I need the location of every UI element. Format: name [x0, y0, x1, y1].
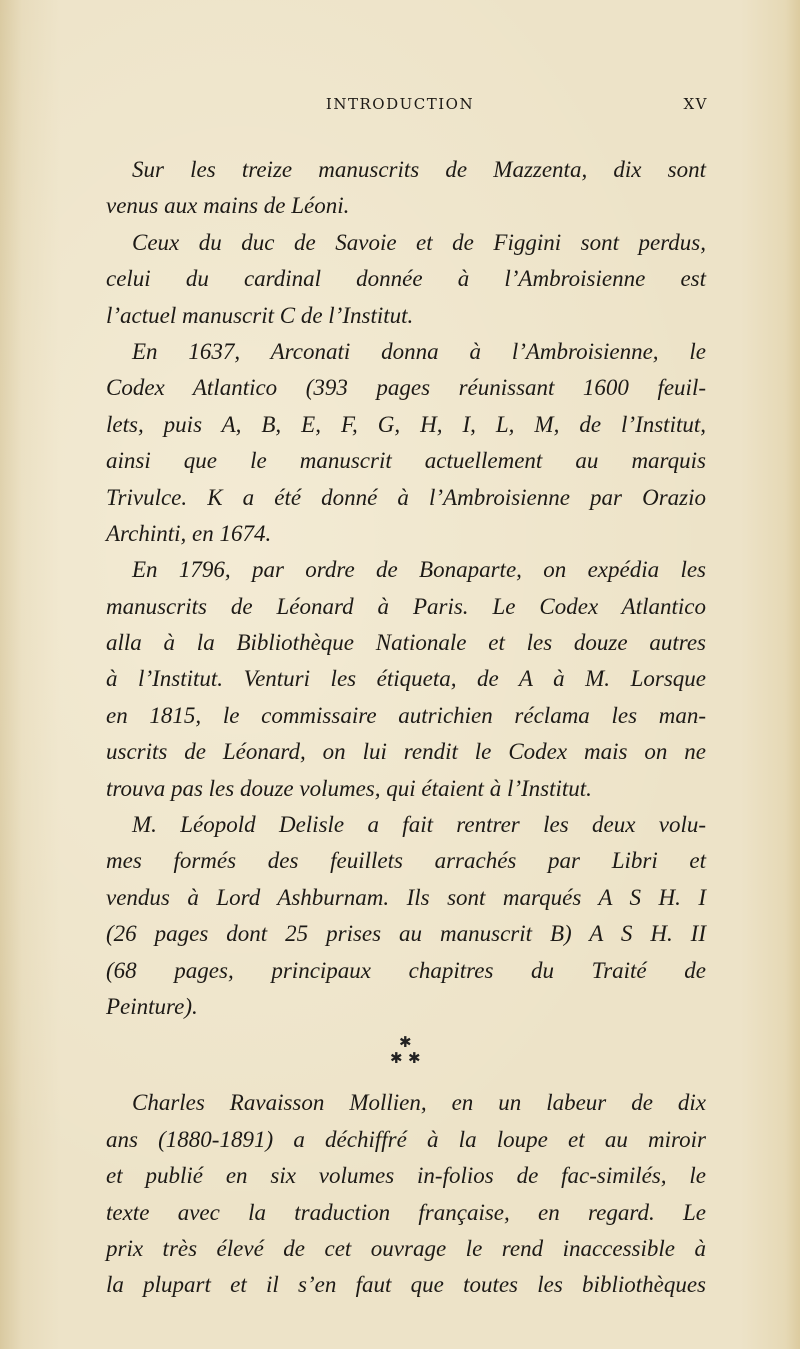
text-line: En 1796, par ordre de Bonaparte, on expédia les [132, 557, 706, 583]
text-line: prix très élevé de cet ouvrage le rend inaccessible à [106, 1235, 706, 1261]
text-line: la plupart et il s’en faut que toutes les bibliothèques [106, 1272, 706, 1298]
text-line: venus aux mains de Léoni. [106, 193, 350, 219]
asterism-divider [106, 1025, 706, 1085]
text-line: (26 pages dont 25 prises au manuscrit B) A S H. II [106, 921, 706, 947]
asterisk-icon: ✱ [390, 1049, 403, 1068]
paragraph [106, 807, 706, 1025]
text-line: (68 pages, principaux chapitres du Traité de [106, 957, 706, 983]
text-line: et publié en six volumes in-folios de fac-similés, le [106, 1163, 706, 1189]
text-line: M. Léopold Delisle a fait rentrer les deux volu- [132, 812, 706, 838]
text-line: Ceux du duc de Savoie et de Figgini sont perdus, [132, 229, 706, 255]
asterisk-icon: ✱ [408, 1049, 421, 1068]
text-line: l’actuel manuscrit C de l’Institut. [106, 302, 414, 328]
text-line: Peinture). [106, 993, 198, 1019]
text-line: Trivulce. K a été donné à l’Ambroisienne par Orazio [106, 484, 706, 510]
text-line: Sur les treize manuscrits de Mazzenta, dix sont [132, 157, 706, 182]
page-header [0, 95, 800, 119]
text-line: ans (1880-1891) a déchiffré à la loupe et au miroir [106, 1126, 706, 1152]
text-line: mes formés des feuillets arrachés par Libri et [106, 848, 706, 874]
text-line: Codex Atlantico (393 pages réunissant 1600 feuil- [106, 375, 706, 401]
running-title: INTRODUCTION [325, 95, 475, 113]
paragraph [106, 1085, 706, 1303]
text-line: lets, puis A, B, E, F, G, H, I, L, M, de l’Institut, [106, 411, 706, 437]
text-line: celui du cardinal donnée à l’Ambroisienne est [106, 266, 706, 292]
page-number: XV [683, 95, 708, 113]
text-line: trouva pas les douze volumes, qui étaient à l’Institut. [106, 775, 592, 801]
text-line: Charles Ravaisson Mollien, en un labeur de dix [132, 1090, 706, 1116]
asterisk-icon: ✱ [399, 1033, 412, 1052]
body-text [106, 152, 706, 1304]
text-line: vendus à Lord Ashburnam. Ils sont marqués A S H. I [106, 884, 706, 910]
text-line: En 1637, Arconati donna à l’Ambroisienne, le [132, 338, 706, 364]
text-line: en 1815, le commissaire autrichien réclama les man- [106, 702, 706, 728]
paragraph [106, 552, 706, 807]
text-line: texte avec la traduction française, en regard. Le [106, 1199, 706, 1225]
text-line: alla à la Bibliothèque Nationale et les douze autres [106, 630, 706, 656]
text-line: ainsi que le manuscrit actuellement au marquis [106, 448, 706, 474]
text-line: uscrits de Léonard, on lui rendit le Codex mais on ne [106, 739, 706, 765]
text-line: manuscrits de Léonard à Paris. Le Codex Atlantico [106, 593, 706, 619]
paragraph [106, 225, 706, 334]
text-line: à l’Institut. Venturi les étiqueta, de A à M. Lorsque [106, 666, 706, 692]
paragraph [106, 334, 706, 552]
text-line: Archinti, en 1674. [106, 520, 272, 546]
paragraph [106, 152, 706, 225]
